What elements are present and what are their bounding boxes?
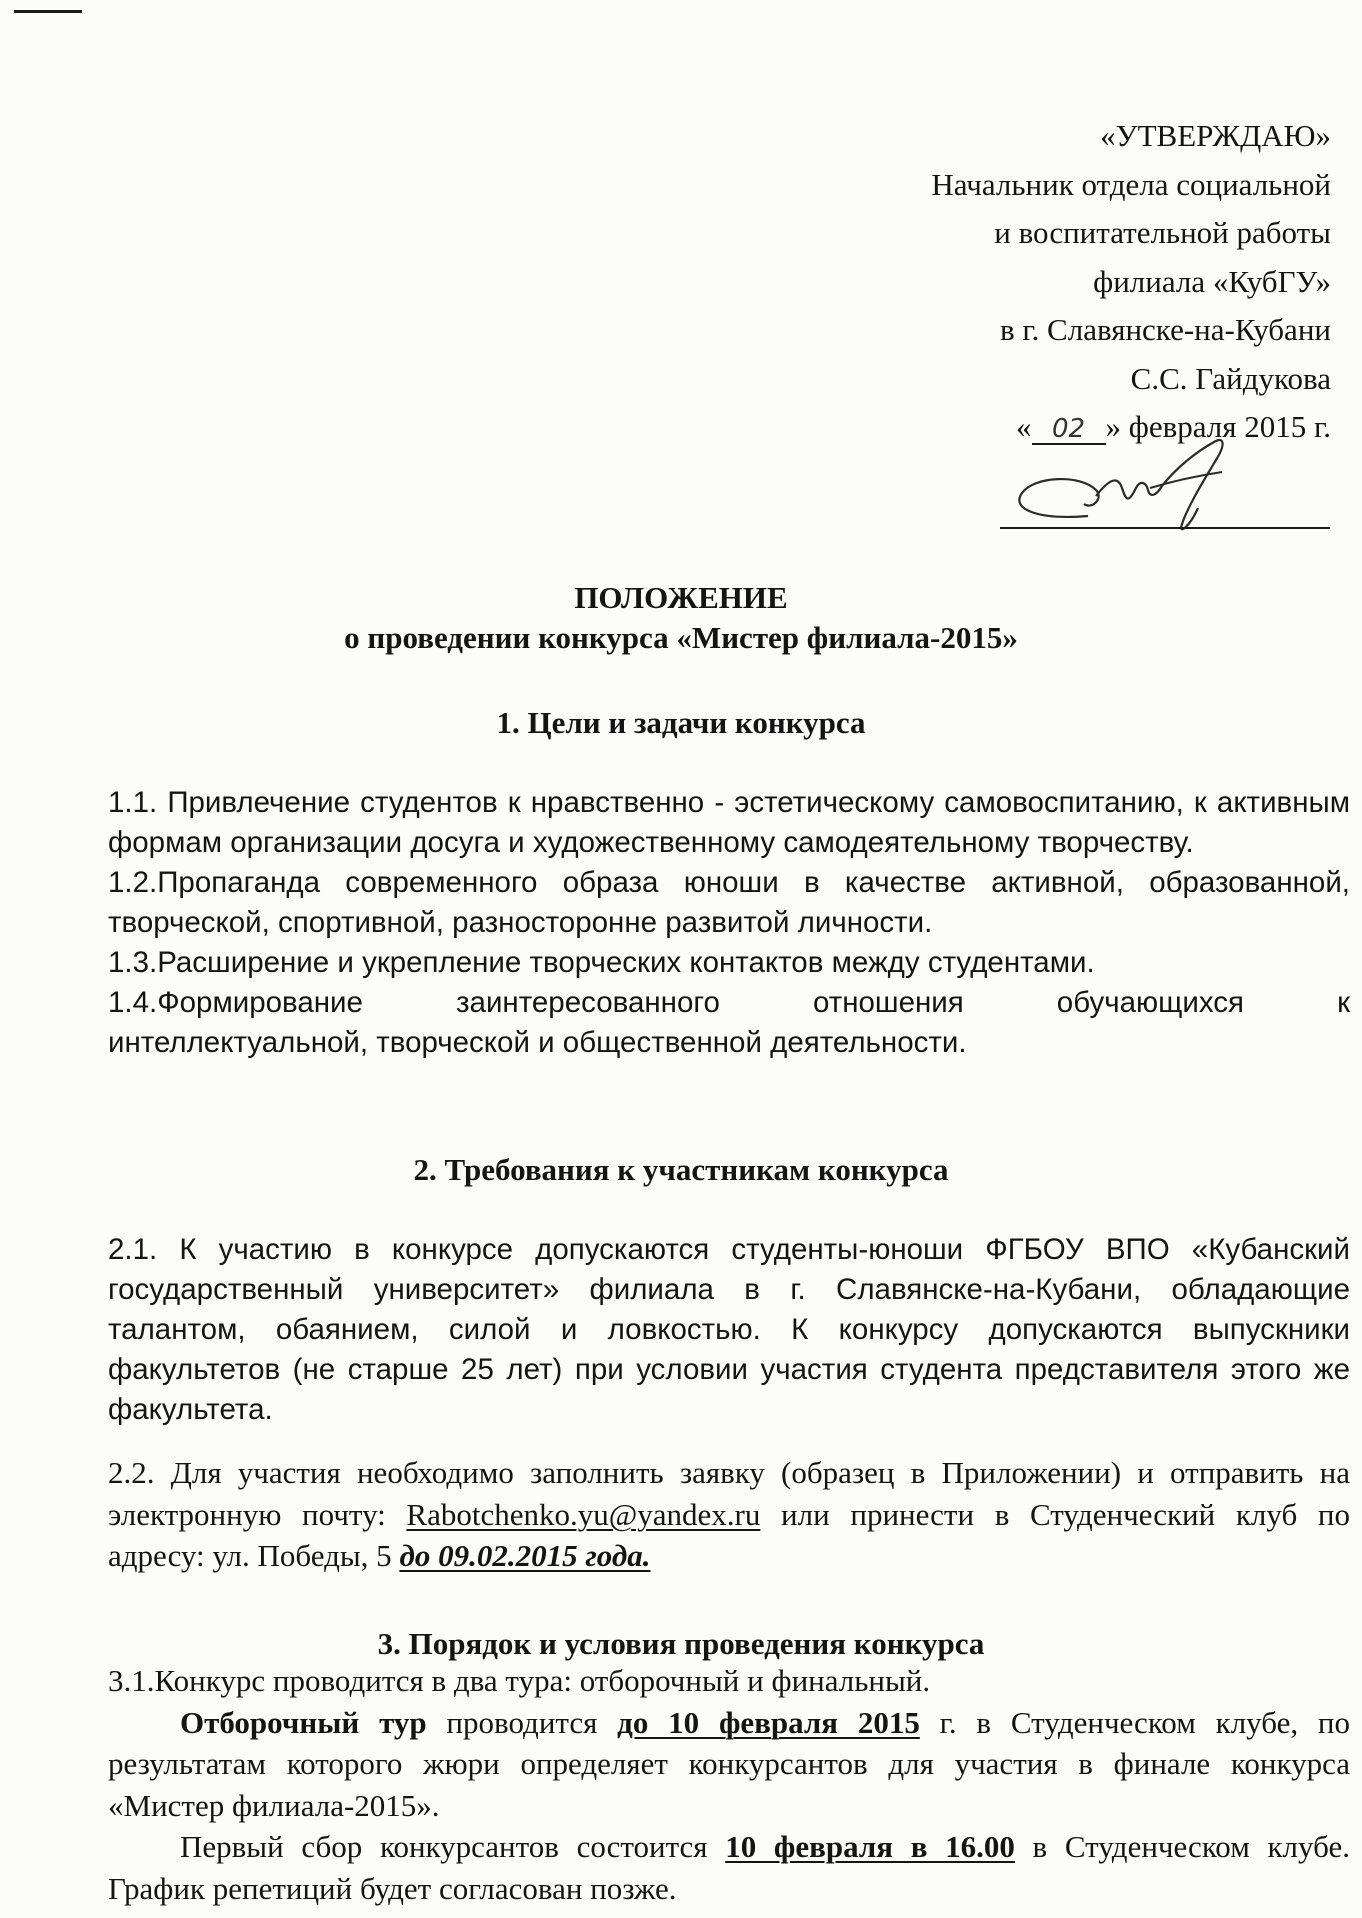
qualifying-round-date: до 10 февраля 2015 bbox=[617, 1704, 920, 1740]
approval-position-line2: и воспитательной работы bbox=[994, 215, 1331, 250]
section3-paragraph-2-text-b: г. в Студенческом клубе, по результатам которого жюри определяет конкурсантов для участия в финале конкурса «Мистер филиала-2015». bbox=[108, 1704, 1351, 1823]
document-subtitle: о проведении конкурса «Мистер филиала-2015» bbox=[344, 620, 1018, 655]
top-rule bbox=[14, 10, 82, 13]
section3-heading: 3. Порядок и условия проведения конкурса bbox=[377, 1626, 985, 1661]
section3-body bbox=[108, 1660, 1350, 1909]
section1-heading: 1. Цели и задачи конкурса bbox=[496, 705, 866, 740]
section1-paragraph-4-line1: 1.4.Формирование заинтересованного отношения обучающихся к bbox=[108, 986, 1350, 1019]
section2-body bbox=[108, 1230, 1350, 1430]
first-meeting-date: 10 февраля в 16.00 bbox=[725, 1829, 1015, 1864]
section2-heading: 2. Требования к участникам конкурса bbox=[413, 1152, 949, 1187]
section3-paragraph-2 bbox=[108, 1702, 1350, 1827]
section1-paragraph-3: 1.3.Расширение и укрепление творческих контактов между студентами. bbox=[108, 946, 1095, 979]
approval-date-rest: » февраля 2015 г. bbox=[1105, 409, 1331, 444]
application-deadline: до 09.02.2015 года. bbox=[399, 1538, 651, 1573]
section1-body bbox=[108, 783, 1350, 1063]
section1-paragraph-1: 1.1. Привлечение студентов к нравственно - эстетическому самовоспитанию, к активным формам организации досуга и художественному самодеятельному творчеству. bbox=[108, 786, 1350, 859]
approval-name: С.С. Гайдукова bbox=[1130, 360, 1331, 396]
section1-paragraph-4-line2: интеллектуальной, творческой и общественной деятельности. bbox=[108, 1026, 967, 1059]
section3-paragraph-3 bbox=[108, 1826, 1350, 1909]
approval-position-line1: Начальник отдела социальной bbox=[931, 166, 1331, 202]
section2-paragraph-2-text-b: или принести в Студенческий клуб по адресу: ул. Победы, 5 bbox=[108, 1496, 1350, 1573]
document-title: ПОЛОЖЕНИЕ bbox=[574, 580, 788, 615]
email-link[interactable]: Rabotchenko.yu@yandex.ru bbox=[406, 1496, 761, 1532]
section3-paragraph-3-text-a: Первый сбор конкурсантов состоится bbox=[180, 1829, 726, 1864]
approval-position-line3: филиала «КубГУ» bbox=[1093, 263, 1331, 299]
section3-paragraph-1: 3.1.Конкурс проводится в два тура: отборочный и финальный. bbox=[108, 1663, 931, 1698]
section2-paragraph-2-text-a: 2.2. Для участия необходимо заполнить заявку (образец в Приложении) и отправить на электронную почту: bbox=[108, 1455, 1350, 1532]
section2-paragraph-2 bbox=[108, 1452, 1350, 1577]
section2-paragraph-1: 2.1. К участию в конкурсе допускаются студенты-юноши ФГБОУ ВПО «Кубанский государственный университет» филиала в г. Славянске-на-Кубани, обладающие талантом, обаянием, силой и ловкостью. К конкурсу допускаются выпускники факультетов (не старше 25 лет) при условии участия студента представителя этого же факультета. bbox=[108, 1233, 1350, 1426]
signature bbox=[1000, 438, 1330, 538]
section1-paragraph-2: 1.2.Пропаганда современного образа юноши в качестве активной, образованной, творческой, спортивной, разносторонне развитой личности. bbox=[108, 866, 1350, 939]
approval-date-open: « bbox=[1016, 409, 1032, 444]
approval-block bbox=[771, 112, 1331, 452]
qualifying-round-label: Отборочный тур bbox=[180, 1704, 427, 1740]
approval-heading: «УТВЕРЖДАЮ» bbox=[1100, 118, 1331, 153]
approval-position-line4: в г. Славянске-на-Кубани bbox=[999, 312, 1331, 347]
section3-paragraph-3-text-b: в Студенческом клубе. График репетиций будет согласован позже. bbox=[108, 1829, 1350, 1906]
approval-date-day: 02 bbox=[1032, 415, 1106, 445]
section3-paragraph-2-text-a: проводится bbox=[426, 1704, 618, 1740]
